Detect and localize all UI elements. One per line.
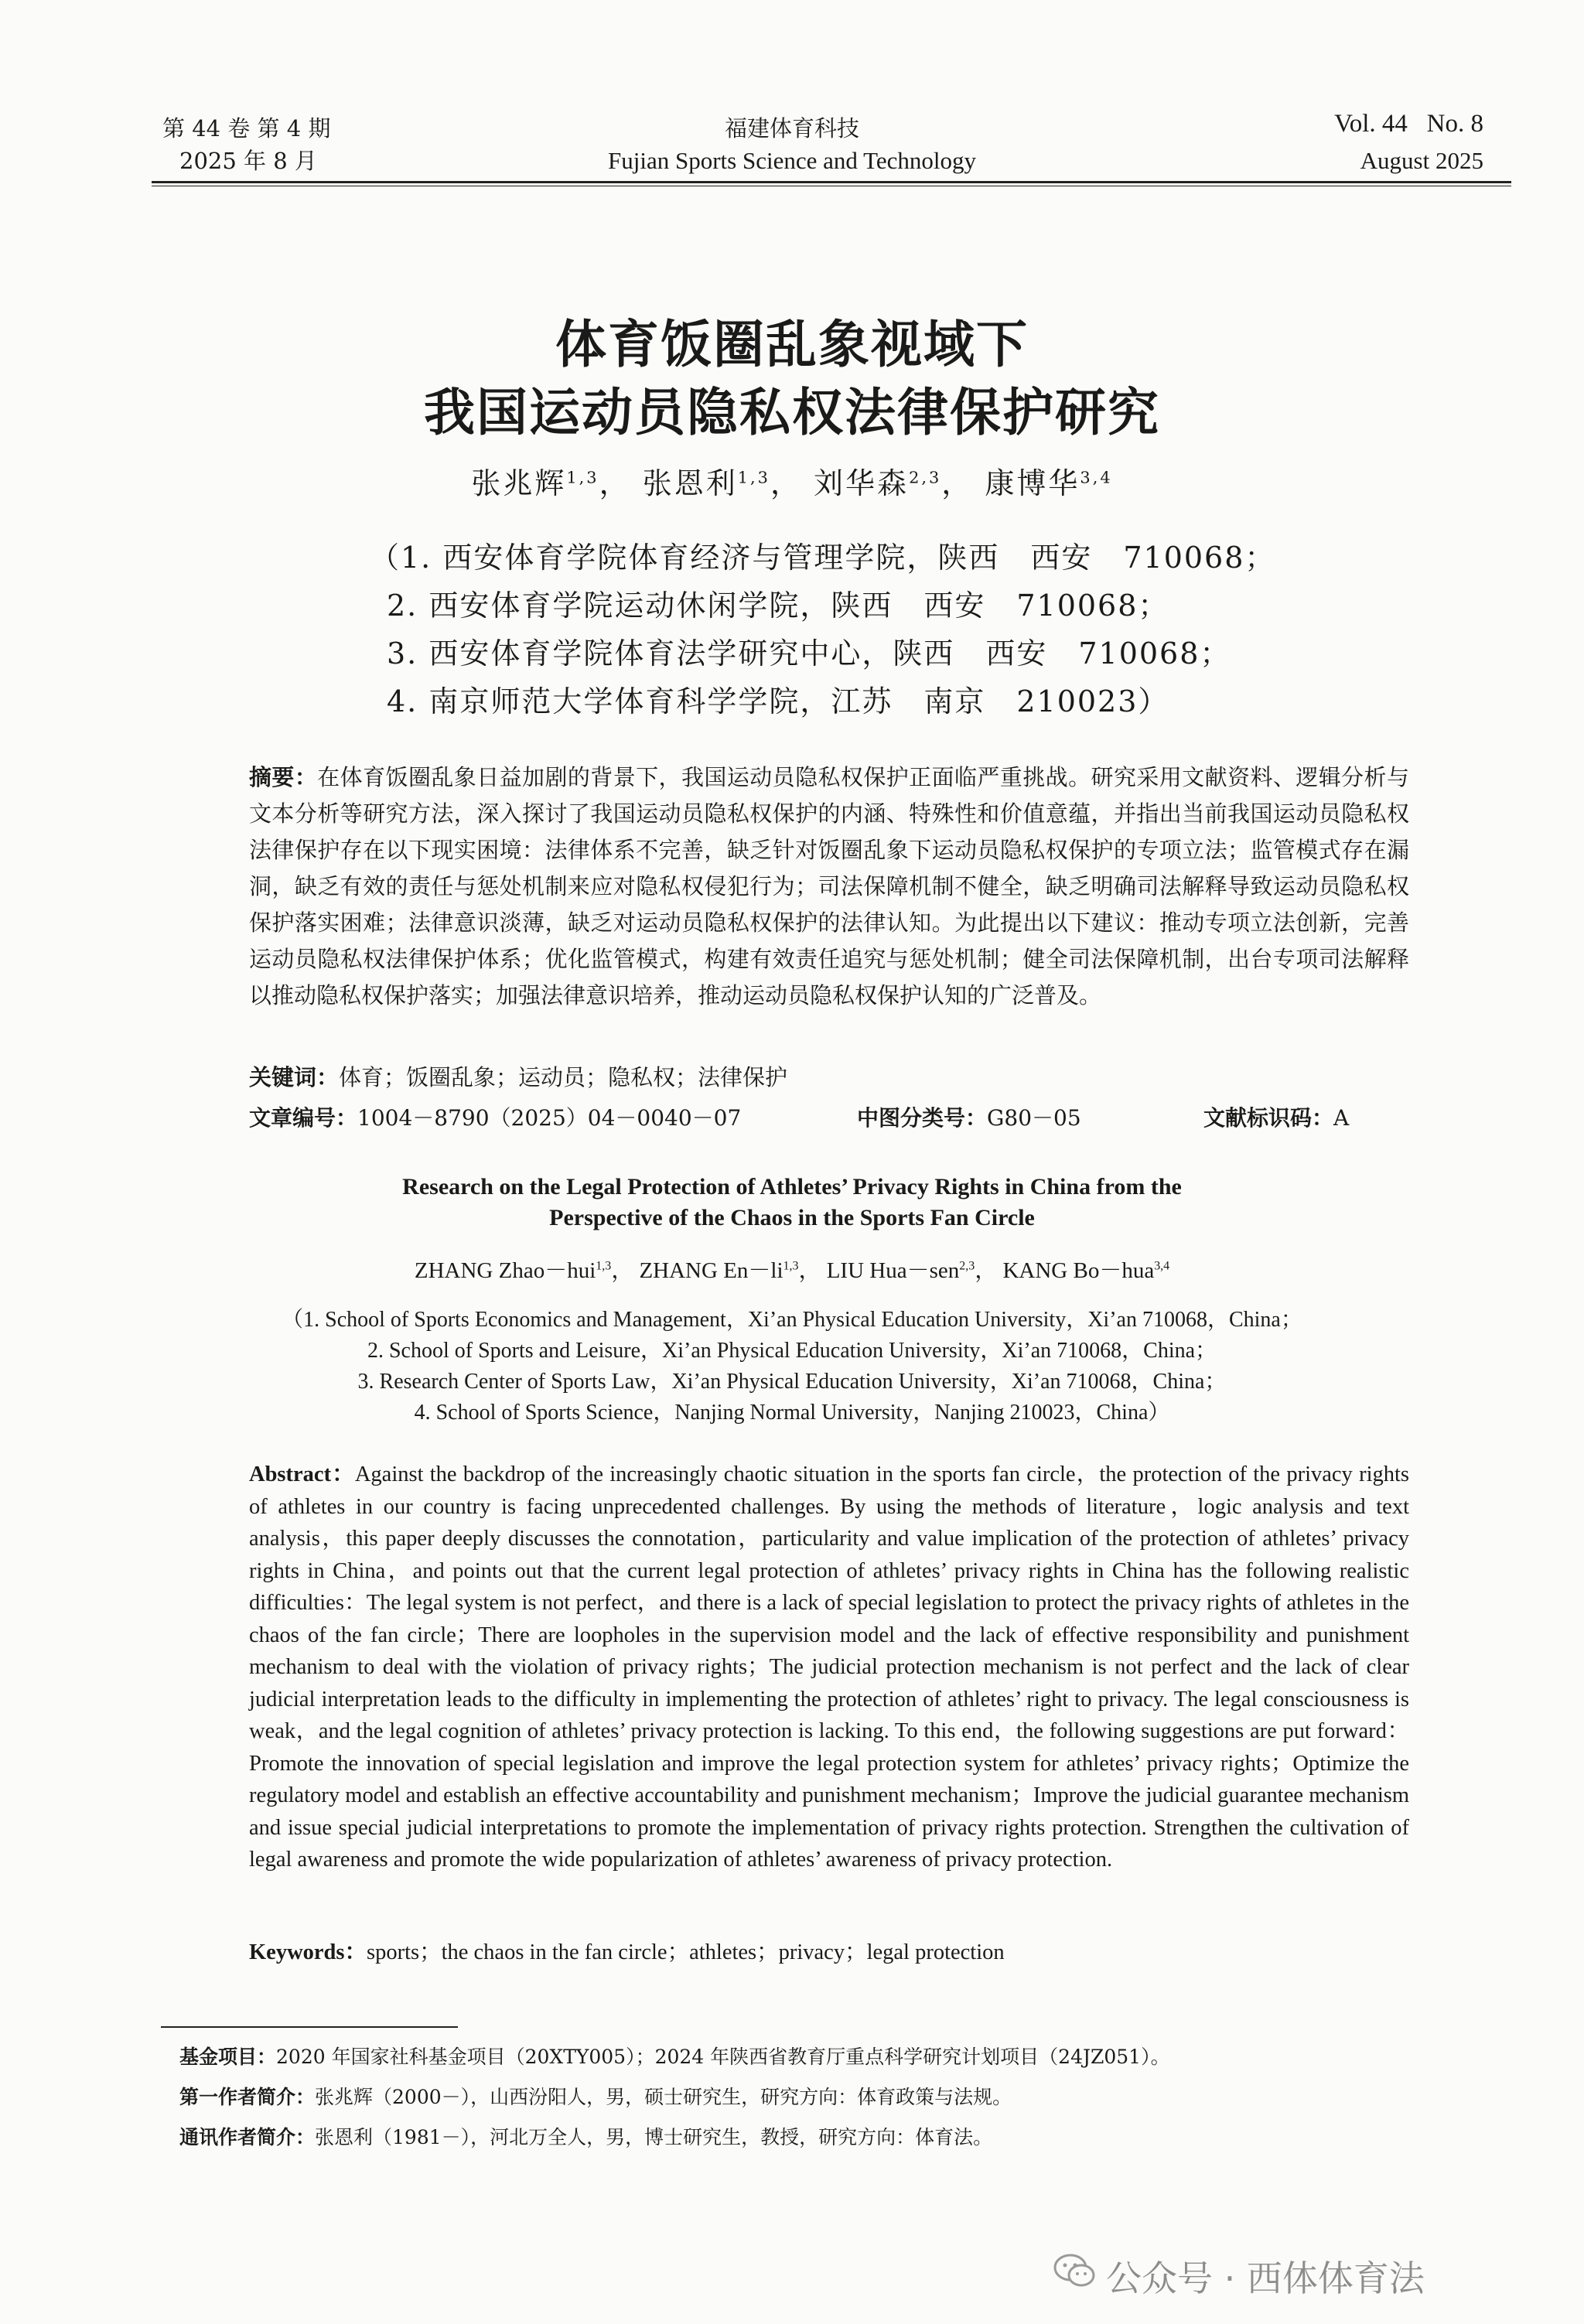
footnote-first-author — [179, 2082, 1012, 2110]
affiliation-cn-2: 2. 西安体育学院运动休闲学院，陕西 西安 710068； — [387, 589, 1169, 623]
abstract-en — [249, 1459, 1409, 1876]
watermark-text: 公众号 · 西体体育法 — [1106, 2257, 1425, 2299]
article-number-label: 文章编号： — [249, 1105, 358, 1131]
title-line-2: 我国运动员隐私权法律保护研究 — [424, 383, 1160, 442]
author-affil-sup: 1,3 — [783, 1259, 799, 1273]
author-cn: 康博华 — [985, 466, 1080, 500]
clc-label: 中图分类号： — [857, 1105, 988, 1131]
footnote-label: 通讯作者简介： — [179, 2126, 316, 2148]
header-rule-thick — [152, 181, 1511, 183]
author-affil-sup: 2,3 — [959, 1259, 975, 1273]
footnote-text: 2020 年国家社科基金项目（20XTY005）；2024 年陕西省教育厅重点科学研究计划项目（24JZ051）。 — [276, 2046, 1170, 2068]
abstract-en-text: Against the backdrop of the increasingly chaotic situation in the sports fan circle，the protection of the privacy rights of athletes in our country is facing unprecedented challenges. By using the methods of literature，logic analysis and text analysis，this paper deeply discusses the connotation，particularity and value implication of the protection of athletes’ privacy rights in China，and points out that the current legal protection of athletes’ privacy rights in China has the following realistic difficulties：The legal system is not perfect，and there is a lack of special legislation to protect the privacy rights of athletes in the chaos of the fan circle；There are loopholes in the supervision model and the lack of effective responsibility and punishment mechanism to deal with the violation of privacy rights；The judicial protection mechanism is not perfect and the lack of clear judicial interpretation leads to the difficulty in implementing the protection of athletes’ right to privacy. The legal consciousness is weak，and the legal cognition of athletes’ privacy protection is lacking. To this end，the following suggestions are put forward：Promote the innovation of special legislation and improve the legal protection system for athletes’ privacy rights；Optimize the regulatory model and establish an effective accountability and punishment mechanism；Improve the judicial guarantee mechanism and issue special judicial interpretations to promote the implementation of privacy rights protection. Strengthen the cultivation of legal awareness and promote the wide popularization of athletes’ awareness of privacy protection. — [249, 1462, 1409, 1872]
keywords-cn — [249, 1060, 1409, 1096]
english-title-line-2: Perspective of the Chaos in the Sports Fan Circle — [549, 1205, 1035, 1230]
author-cn: 刘华森 — [814, 466, 910, 500]
affiliation-en-2: 2. School of Sports and Leisure，Xi’an Physical Education University，Xi’an 710068，China； — [367, 1339, 1217, 1363]
author-cn: 张恩利 — [642, 466, 738, 500]
author-separator: ， — [975, 1258, 998, 1283]
affiliation-en-1: （1. School of Sports Economics and Management，Xi’an Physical Education University，Xi’an 710068，China； — [282, 1308, 1302, 1332]
author-separator: ， — [599, 466, 631, 500]
author-affil-sup: 1,3 — [737, 468, 770, 487]
author-separator: ， — [770, 466, 802, 500]
journal-name-en: Fujian Sports Science and Technology — [608, 147, 976, 174]
title-line-1: 体育饭圈乱象视域下 — [555, 315, 1029, 374]
author-separator: ， — [611, 1258, 634, 1283]
article-number — [249, 1101, 741, 1132]
footnote-text: 张兆辉（2000－），山西汾阳人，男，硕士研究生，研究方向：体育政策与法规。 — [315, 2086, 1012, 2108]
author-affil-sup: 3,4 — [1080, 468, 1113, 487]
footnote-label: 基金项目： — [179, 2046, 277, 2068]
keywords-cn-label: 关键词： — [249, 1064, 340, 1090]
footnote-funding — [179, 2042, 1170, 2070]
author-en: KANG Bo－hua — [1002, 1258, 1155, 1283]
journal-name-cn: 福建体育科技 — [724, 115, 859, 142]
footnote-corresponding-author — [179, 2122, 992, 2150]
document-code-value: A — [1333, 1105, 1350, 1131]
journal-date-en: August 2025 — [1360, 147, 1483, 174]
english-title-line-1: Research on the Legal Protection of Athletes’ Privacy Rights in China from the — [402, 1174, 1182, 1200]
author-affil-sup: 2,3 — [909, 468, 942, 487]
abstract-cn-text: 在体育饭圈乱象日益加剧的背景下，我国运动员隐私权保护正面临严重挑战。研究采用文献资料、逻辑分析与文本分析等研究方法，深入探讨了我国运动员隐私权保护的内涵、特殊性和价值意蕴，并指出当前我国运动员隐私权法律保护存在以下现实困境：法律体系不完善，缺乏针对饭圈乱象下运动员隐私权保护的专项立法；监管模式存在漏洞，缺乏有效的责任与惩处机制来应对隐私权侵犯行为；司法保障机制不健全，缺乏明确司法解释导致运动员隐私权保护落实困难；法律意识淡薄，缺乏对运动员隐私权保护的法律认知。为此提出以下建议：推动专项立法创新，完善运动员隐私权法律保护体系；优化监管模式，构建有效责任追究与惩处机制；健全司法保障机制，出台专项司法解释以推动隐私权保护落实；加强法律意识培养，推动运动员隐私权保护认知的广泛普及。 — [249, 764, 1409, 1008]
affiliation-cn-1: （1. 西安体育学院体育经济与管理学院，陕西 西安 710068； — [370, 541, 1276, 575]
keywords-cn-text: 体育；饭圈乱象；运动员；隐私权；法律保护 — [339, 1064, 788, 1090]
journal-date: 2025 年 8 月 — [179, 148, 317, 174]
abstract-en-label: Abstract： — [249, 1462, 355, 1486]
footnote-label: 第一作者简介： — [179, 2086, 316, 2108]
author-cn: 张兆辉 — [471, 466, 567, 500]
footnote-rule — [161, 2026, 458, 2028]
author-en: ZHANG Zhao－hui — [414, 1258, 596, 1283]
author-affil-sup: 1,3 — [596, 1259, 612, 1273]
document-code-label: 文献标识码： — [1203, 1105, 1334, 1131]
keywords-en-label: Keywords： — [249, 1940, 367, 1964]
author-list-en — [0, 1253, 1584, 1285]
keywords-en — [249, 1937, 1409, 1969]
author-list-cn — [0, 459, 1584, 502]
author-affil-sup: 3,4 — [1154, 1259, 1170, 1273]
journal-vol-no-en: Vol. 44 No. 8 — [1334, 110, 1483, 138]
wechat-icon — [1053, 2252, 1097, 2291]
author-separator: ， — [798, 1258, 821, 1283]
journal-volume-issue: 第 44 卷 第 4 期 — [162, 115, 331, 142]
affiliation-en-4: 4. School of Sports Science，Nanjing Normal University，Nanjing 210023，China） — [414, 1401, 1170, 1425]
affiliation-cn-3: 3. 西安体育学院体育法学研究中心，陕西 西安 710068； — [387, 636, 1231, 671]
clc-number — [857, 1101, 1081, 1132]
affiliation-en-3: 3. Research Center of Sports Law，Xi’an Physical Education University，Xi’an 710068，China； — [357, 1370, 1227, 1394]
article-number-value: 1004－8790（2025）04－0040－07 — [357, 1105, 742, 1131]
document-code — [1203, 1101, 1349, 1132]
author-separator: ， — [941, 466, 974, 500]
footnote-text: 张恩利（1981－），河北万全人，男，博士研究生，教授，研究方向：体育法。 — [315, 2126, 993, 2148]
clc-value: G80－05 — [987, 1105, 1081, 1131]
author-en: LIU Hua－sen — [826, 1258, 960, 1283]
abstract-cn — [249, 759, 1409, 1014]
affiliation-cn-4: 4. 南京师范大学体育科学学院，江苏 南京 210023） — [387, 684, 1169, 718]
author-affil-sup: 1,3 — [566, 468, 599, 487]
abstract-cn-label: 摘要： — [249, 764, 318, 790]
author-en: ZHANG En－li — [639, 1258, 783, 1283]
keywords-en-text: sports；the chaos in the fan circle；athletes；privacy；legal protection — [367, 1940, 1005, 1964]
